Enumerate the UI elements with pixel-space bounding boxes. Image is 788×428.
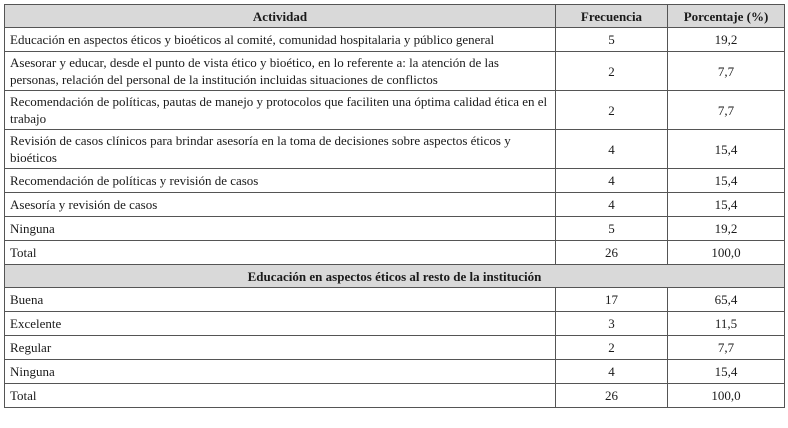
frequency-cell: 2 — [556, 52, 668, 91]
frequency-cell: 2 — [556, 91, 668, 130]
activities-table-container — [4, 4, 785, 408]
activity-cell: Educación en aspectos éticos y bioéticos al comité, comunidad hospitalaria y público general — [5, 28, 556, 52]
percentage-cell: 100,0 — [668, 384, 785, 408]
header-frequency: Frecuencia — [556, 5, 668, 28]
activity-cell: Ninguna — [5, 360, 556, 384]
frequency-cell: 4 — [556, 193, 668, 217]
table-row — [5, 217, 785, 241]
total-row — [5, 384, 785, 408]
table-row — [5, 130, 785, 169]
percentage-cell: 7,7 — [668, 91, 785, 130]
header-row — [5, 5, 785, 28]
header-percentage: Porcentaje (%) — [668, 5, 785, 28]
table-row — [5, 360, 785, 384]
frequency-cell: 26 — [556, 241, 668, 265]
percentage-cell: 15,4 — [668, 169, 785, 193]
table-row — [5, 169, 785, 193]
percentage-cell: 19,2 — [668, 217, 785, 241]
percentage-cell: 15,4 — [668, 360, 785, 384]
table-row — [5, 52, 785, 91]
activity-cell: Revisión de casos clínicos para brindar asesoría en la toma de decisiones sobre aspectos éticos y bioéticos — [5, 130, 556, 169]
activity-cell: Total — [5, 241, 556, 265]
activity-cell: Regular — [5, 336, 556, 360]
frequency-cell: 5 — [556, 217, 668, 241]
activity-cell: Total — [5, 384, 556, 408]
activity-cell: Recomendación de políticas, pautas de manejo y protocolos que faciliten una óptima calidad ética en el trabajo — [5, 91, 556, 130]
activity-cell: Buena — [5, 288, 556, 312]
section-header-row — [5, 265, 785, 288]
activity-cell: Asesorar y educar, desde el punto de vista ético y bioético, en lo referente a: la atención de las personas, relación del personal de la institución incluidas situaciones de conflictos — [5, 52, 556, 91]
activity-cell: Excelente — [5, 312, 556, 336]
table-row — [5, 193, 785, 217]
section-title: Educación en aspectos éticos al resto de la institución — [5, 265, 785, 288]
total-row — [5, 241, 785, 265]
frequency-cell: 3 — [556, 312, 668, 336]
frequency-cell: 2 — [556, 336, 668, 360]
percentage-cell: 11,5 — [668, 312, 785, 336]
percentage-cell: 19,2 — [668, 28, 785, 52]
frequency-cell: 4 — [556, 169, 668, 193]
table-row — [5, 336, 785, 360]
table-row — [5, 288, 785, 312]
header-activity: Actividad — [5, 5, 556, 28]
frequency-cell: 17 — [556, 288, 668, 312]
activity-cell: Asesoría y revisión de casos — [5, 193, 556, 217]
frequency-cell: 26 — [556, 384, 668, 408]
percentage-cell: 7,7 — [668, 52, 785, 91]
percentage-cell: 15,4 — [668, 193, 785, 217]
percentage-cell: 65,4 — [668, 288, 785, 312]
frequency-cell: 5 — [556, 28, 668, 52]
percentage-cell: 100,0 — [668, 241, 785, 265]
table-row — [5, 28, 785, 52]
activities-table — [4, 4, 785, 408]
table-row — [5, 312, 785, 336]
percentage-cell: 7,7 — [668, 336, 785, 360]
activity-cell: Recomendación de políticas y revisión de casos — [5, 169, 556, 193]
frequency-cell: 4 — [556, 130, 668, 169]
table-row — [5, 91, 785, 130]
percentage-cell: 15,4 — [668, 130, 785, 169]
activity-cell: Ninguna — [5, 217, 556, 241]
frequency-cell: 4 — [556, 360, 668, 384]
